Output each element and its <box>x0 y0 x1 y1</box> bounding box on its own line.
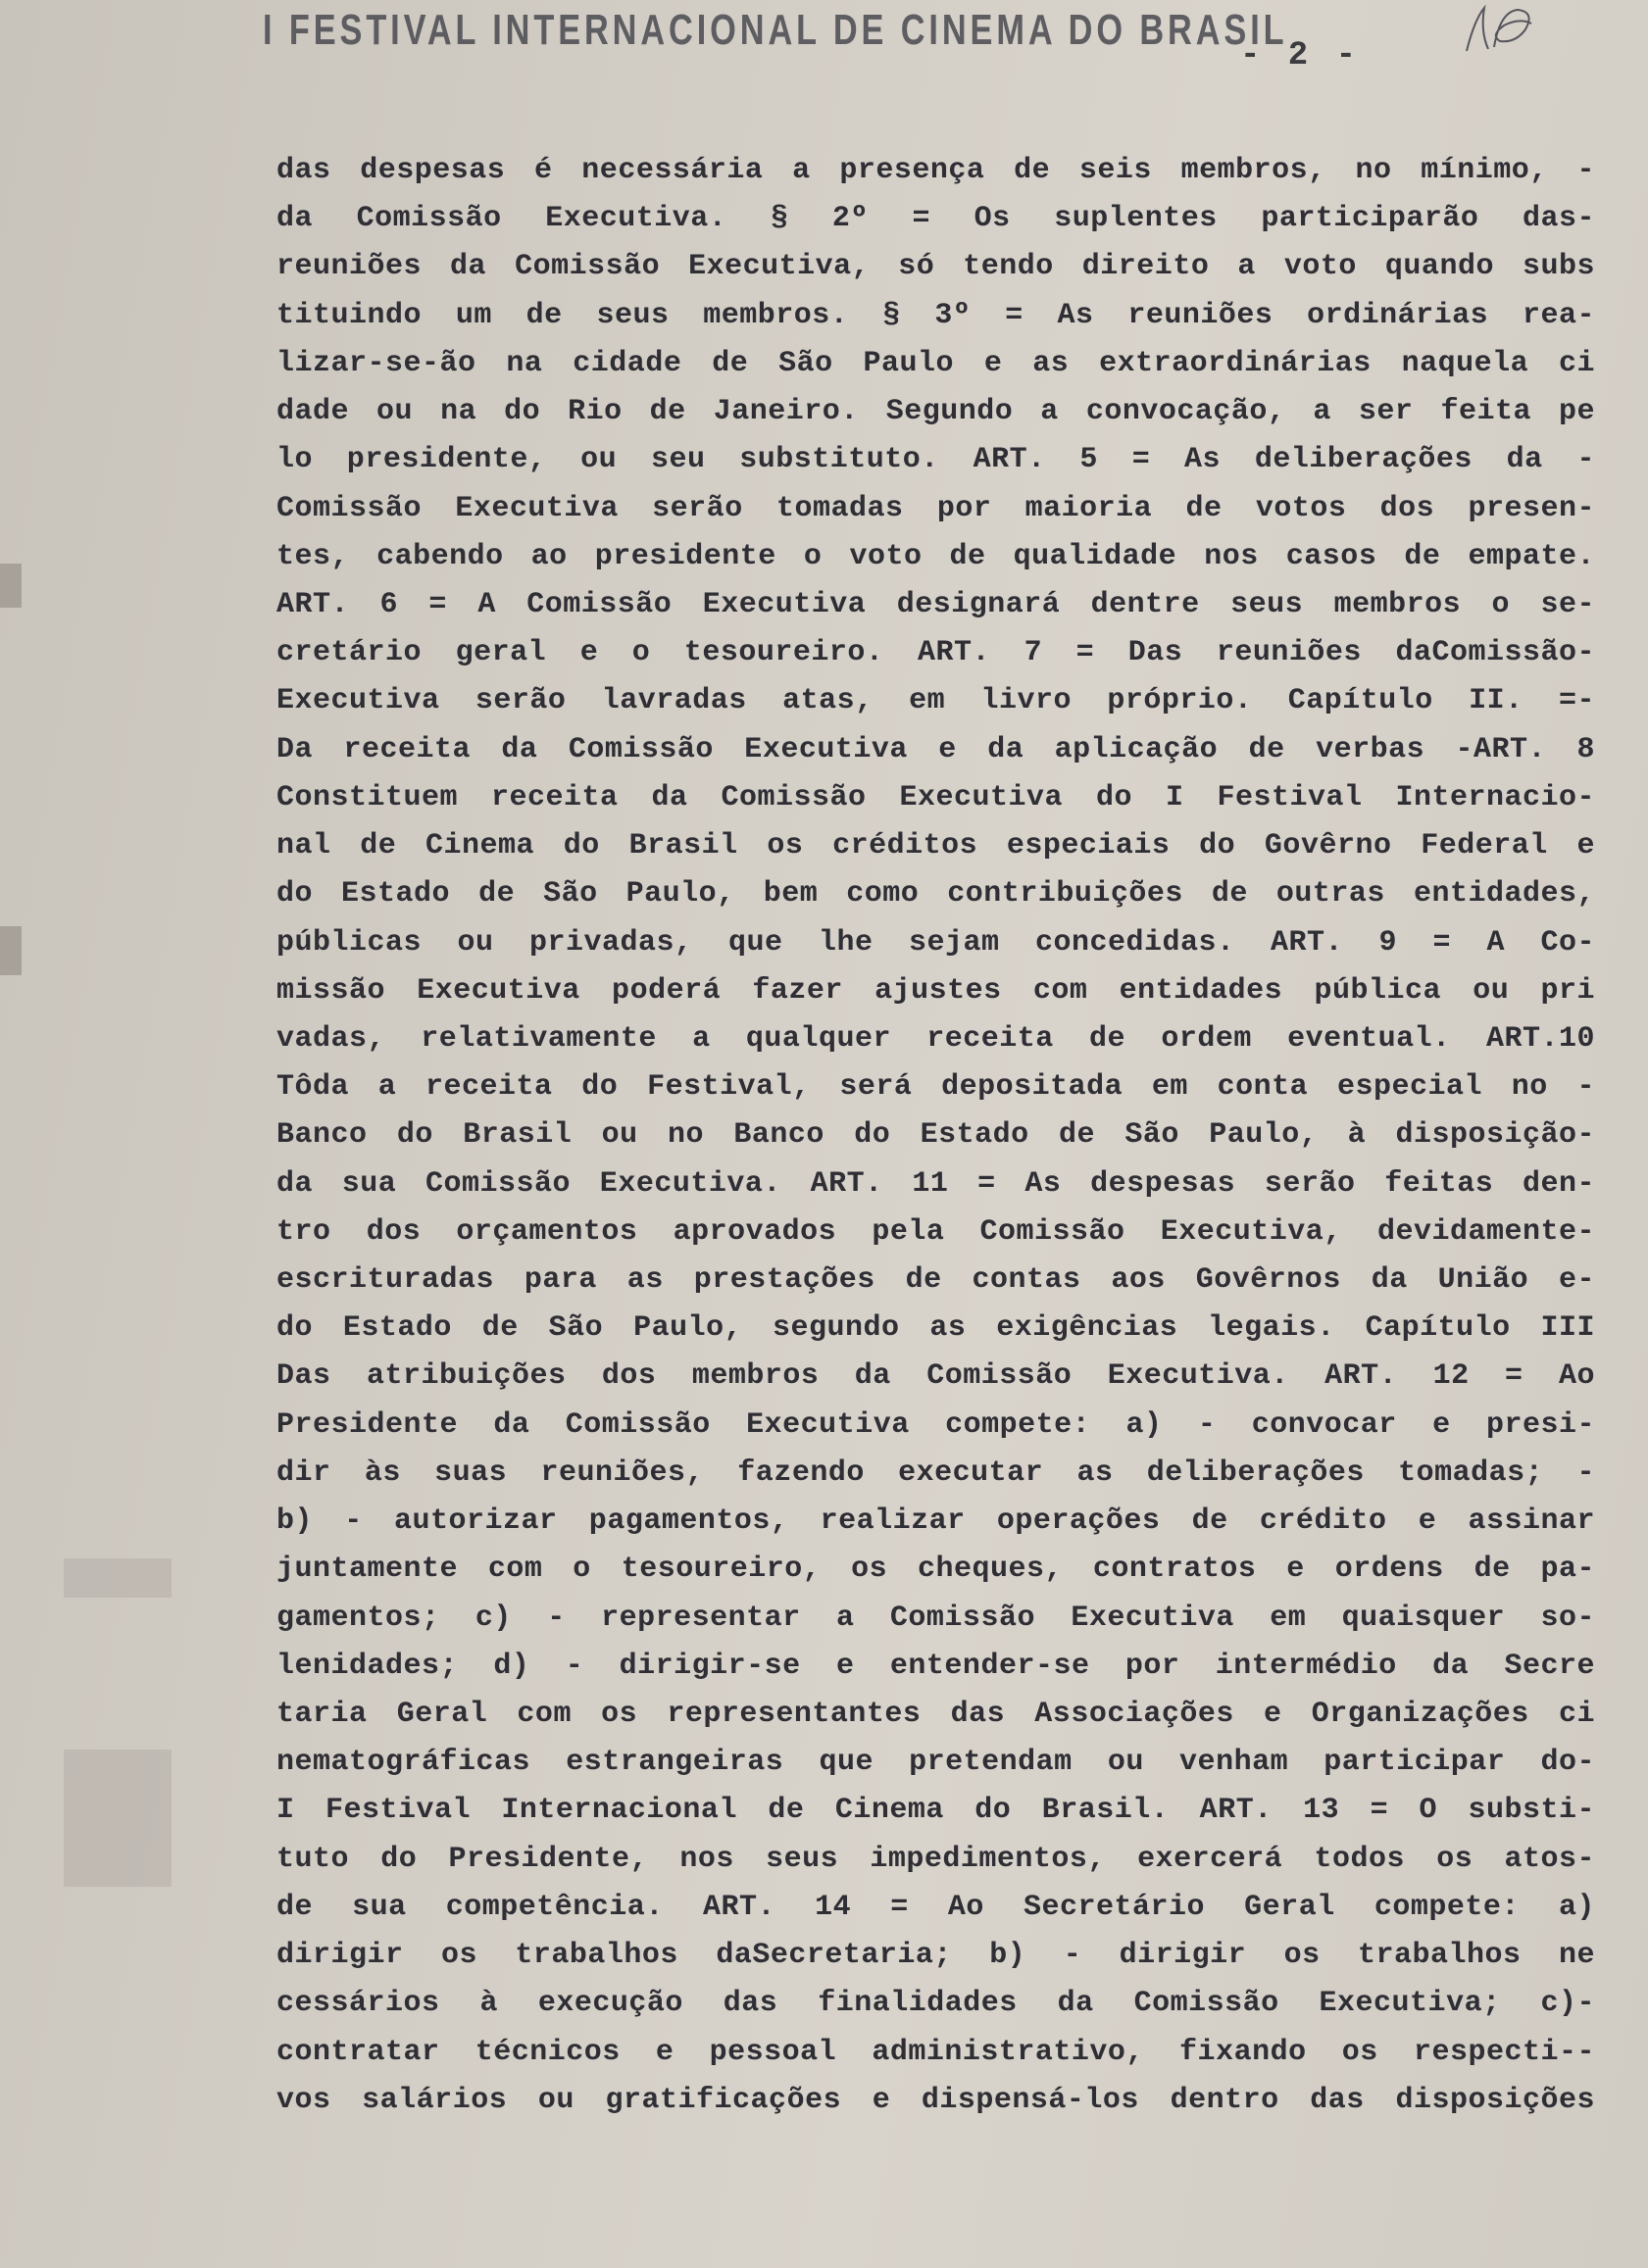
text-line: públicas ou privadas, que lhe sejam concedidas. ART. 9 = A Co- <box>276 926 1595 960</box>
text-line: das despesas é necessária a presença de seis membros, no mínimo, - <box>276 154 1595 187</box>
text-line: do Estado de São Paulo, bem como contribuições de outras entidades, <box>276 877 1595 911</box>
text-line: dirigir os trabalhos daSecretaria; b) - dirigir os trabalhos ne <box>276 1939 1595 1972</box>
text-line: Comissão Executiva serão tomadas por maioria de votos dos presen- <box>276 492 1595 525</box>
text-line: Tôda a receita do Festival, será depositada em conta especial no - <box>276 1070 1595 1104</box>
text-line: da sua Comissão Executiva. ART. 11 = As despesas serão feitas den- <box>276 1167 1595 1201</box>
text-line: de sua competência. ART. 14 = Ao Secretário Geral compete: a) <box>276 1891 1595 1924</box>
text-line: cretário geral e o tesoureiro. ART. 7 = Das reuniões daComissão- <box>276 636 1595 669</box>
text-line: Constituem receita da Comissão Executiva do I Festival Internacio- <box>276 781 1595 814</box>
page-number: - 2 - <box>1240 37 1361 74</box>
text-line: gamentos; c) - representar a Comissão Executiva em quaisquer so- <box>276 1602 1595 1635</box>
text-line: b) - autorizar pagamentos, realizar operações de crédito e assinar <box>276 1504 1595 1538</box>
text-line: nal de Cinema do Brasil os créditos especiais do Govêrno Federal e <box>276 829 1595 863</box>
text-line: dir às suas reuniões, fazendo executar as deliberações tomadas; - <box>276 1456 1595 1490</box>
text-line: contratar técnicos e pessoal administrativo, fixando os respecti-- <box>276 2036 1595 2069</box>
text-line: lizar-se-ão na cidade de São Paulo e as extraordinárias naquela ci <box>276 347 1595 380</box>
text-line: Banco do Brasil ou no Banco do Estado de São Paulo, à disposição- <box>276 1118 1595 1152</box>
text-line: da Comissão Executiva. § 2º = Os suplentes participarão das- <box>276 202 1595 235</box>
text-line: escrituradas para as prestações de contas aos Govêrnos da União e- <box>276 1263 1595 1297</box>
text-line: Da receita da Comissão Executiva e da aplicação de verbas -ART. 8 <box>276 733 1595 766</box>
text-line: tuto do Presidente, nos seus impedimentos, exercerá todos os atos- <box>276 1843 1595 1876</box>
text-line: dade ou na do Rio de Janeiro. Segundo a convocação, a ser feita pe <box>276 395 1595 428</box>
text-line: vos salários ou gratificações e dispensá-los dentro das disposições <box>276 2084 1595 2117</box>
text-line: Presidente da Comissão Executiva compete: a) - convocar e presi- <box>276 1408 1595 1442</box>
text-line: reuniões da Comissão Executiva, só tendo direito a voto quando subs <box>276 250 1595 283</box>
text-line: missão Executiva poderá fazer ajustes com entidades pública ou pri <box>276 974 1595 1008</box>
text-line: ART. 6 = A Comissão Executiva designará dentre seus membros o se- <box>276 588 1595 621</box>
text-line: cessários à execução das finalidades da Comissão Executiva; c)- <box>276 1987 1595 2020</box>
text-line: juntamente com o tesoureiro, os cheques, contratos e ordens de pa- <box>276 1553 1595 1586</box>
text-line: nematográficas estrangeiras que pretendam ou venham participar do- <box>276 1746 1595 1779</box>
text-line: taria Geral com os representantes das Associações e Organizações ci <box>276 1698 1595 1731</box>
text-line: do Estado de São Paulo, segundo as exigências legais. Capítulo III <box>276 1311 1595 1345</box>
text-line: vadas, relativamente a qualquer receita de ordem eventual. ART.10 <box>276 1022 1595 1056</box>
text-line: lo presidente, ou seu substituto. ART. 5 = As deliberações da - <box>276 443 1595 476</box>
text-line: Executiva serão lavradas atas, em livro próprio. Capítulo II. =- <box>276 684 1595 717</box>
text-line: lenidades; d) - dirigir-se e entender-se por intermédio da Secre <box>276 1650 1595 1683</box>
text-line: tes, cabendo ao presidente o voto de qualidade nos casos de empate. <box>276 540 1595 573</box>
text-line: Das atribuições dos membros da Comissão Executiva. ART. 12 = Ao <box>276 1359 1595 1393</box>
text-line: tituindo um de seus membros. § 3º = As reuniões ordinárias rea- <box>276 299 1595 332</box>
text-line: tro dos orçamentos aprovados pela Comissão Executiva, devidamente- <box>276 1215 1595 1249</box>
letterhead-title: I FESTIVAL INTERNACIONAL DE CINEMA DO BRASIL <box>263 6 1288 54</box>
text-line: I Festival Internacional de Cinema do Brasil. ART. 13 = O substi- <box>276 1794 1595 1827</box>
